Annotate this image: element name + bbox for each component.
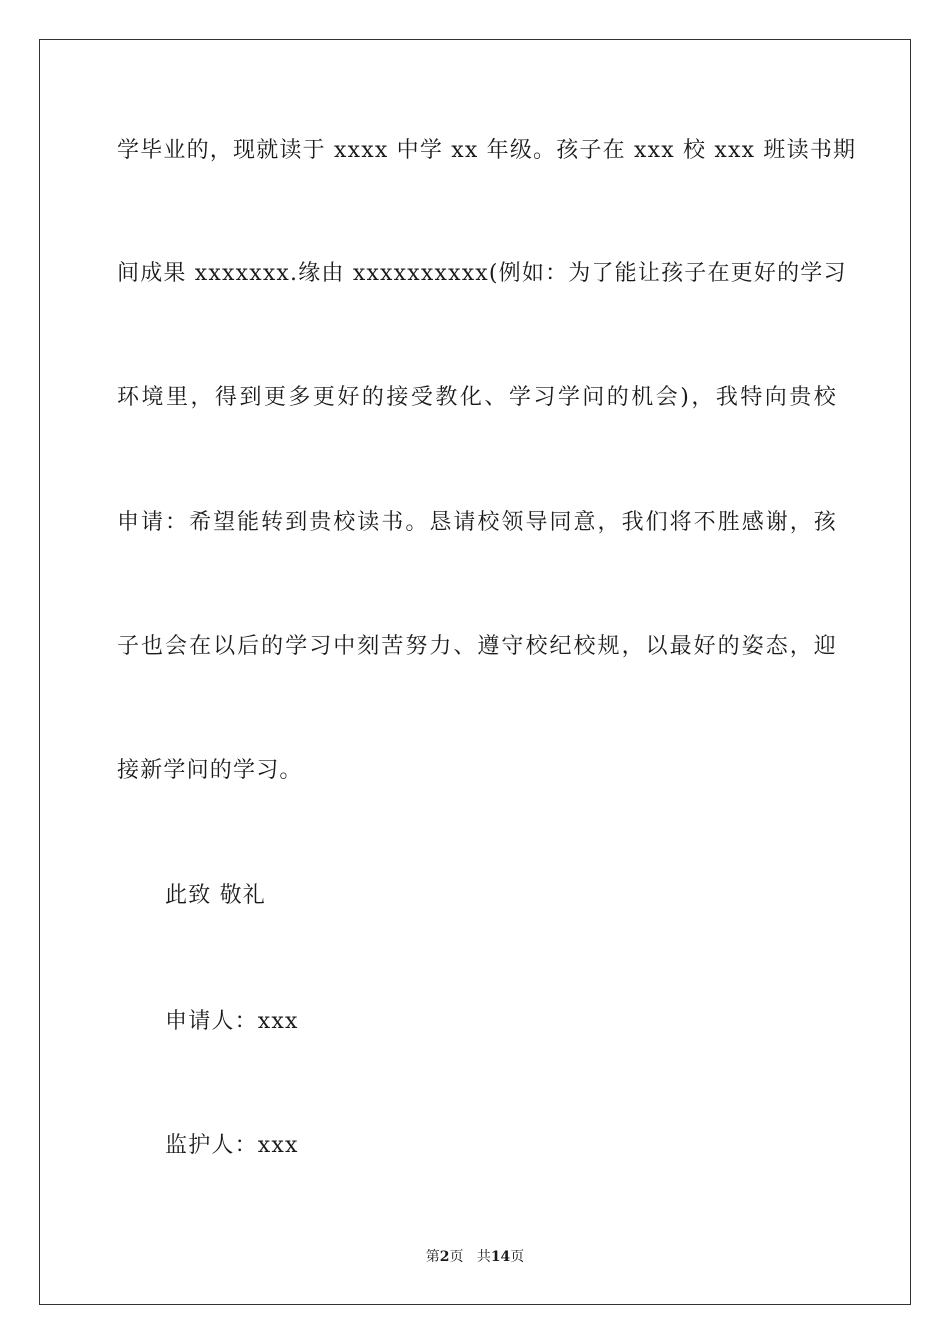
total-suffix: 页 bbox=[510, 1249, 525, 1265]
closing-salutation: 此致 敬礼 bbox=[165, 883, 266, 908]
page-frame bbox=[39, 39, 911, 1305]
page-footer bbox=[0, 1248, 950, 1266]
page-prefix: 第 bbox=[425, 1249, 440, 1265]
guardian-signature: 监护人：xxx bbox=[165, 1133, 299, 1158]
body-line-2: 间成果 xxxxxxx.缘由 xxxxxxxxxx(例如：为了能让孩子在更好的学习 bbox=[117, 261, 847, 286]
page-current: 2 bbox=[439, 1249, 450, 1265]
body-line-1: 学毕业的，现就读于 xxxx 中学 xx 年级。孩子在 xxx 校 xxx 班读书期 bbox=[117, 138, 857, 163]
page-total: 14 bbox=[490, 1249, 511, 1265]
page-suffix: 页 bbox=[449, 1249, 464, 1265]
applicant-signature: 申请人：xxx bbox=[165, 1009, 299, 1034]
body-line-6: 接新学问的学习。 bbox=[117, 758, 303, 783]
total-prefix: 共 bbox=[476, 1249, 491, 1265]
body-line-5: 子也会在以后的学习中刻苦努力、遵守校纪校规，以最好的姿态，迎 bbox=[117, 634, 837, 659]
body-line-3: 环境里，得到更多更好的接受教化、学习学问的机会)，我特向贵校 bbox=[117, 385, 837, 410]
body-line-4: 申请：希望能转到贵校读书。恳请校领导同意，我们将不胜感谢，孩 bbox=[117, 510, 837, 535]
